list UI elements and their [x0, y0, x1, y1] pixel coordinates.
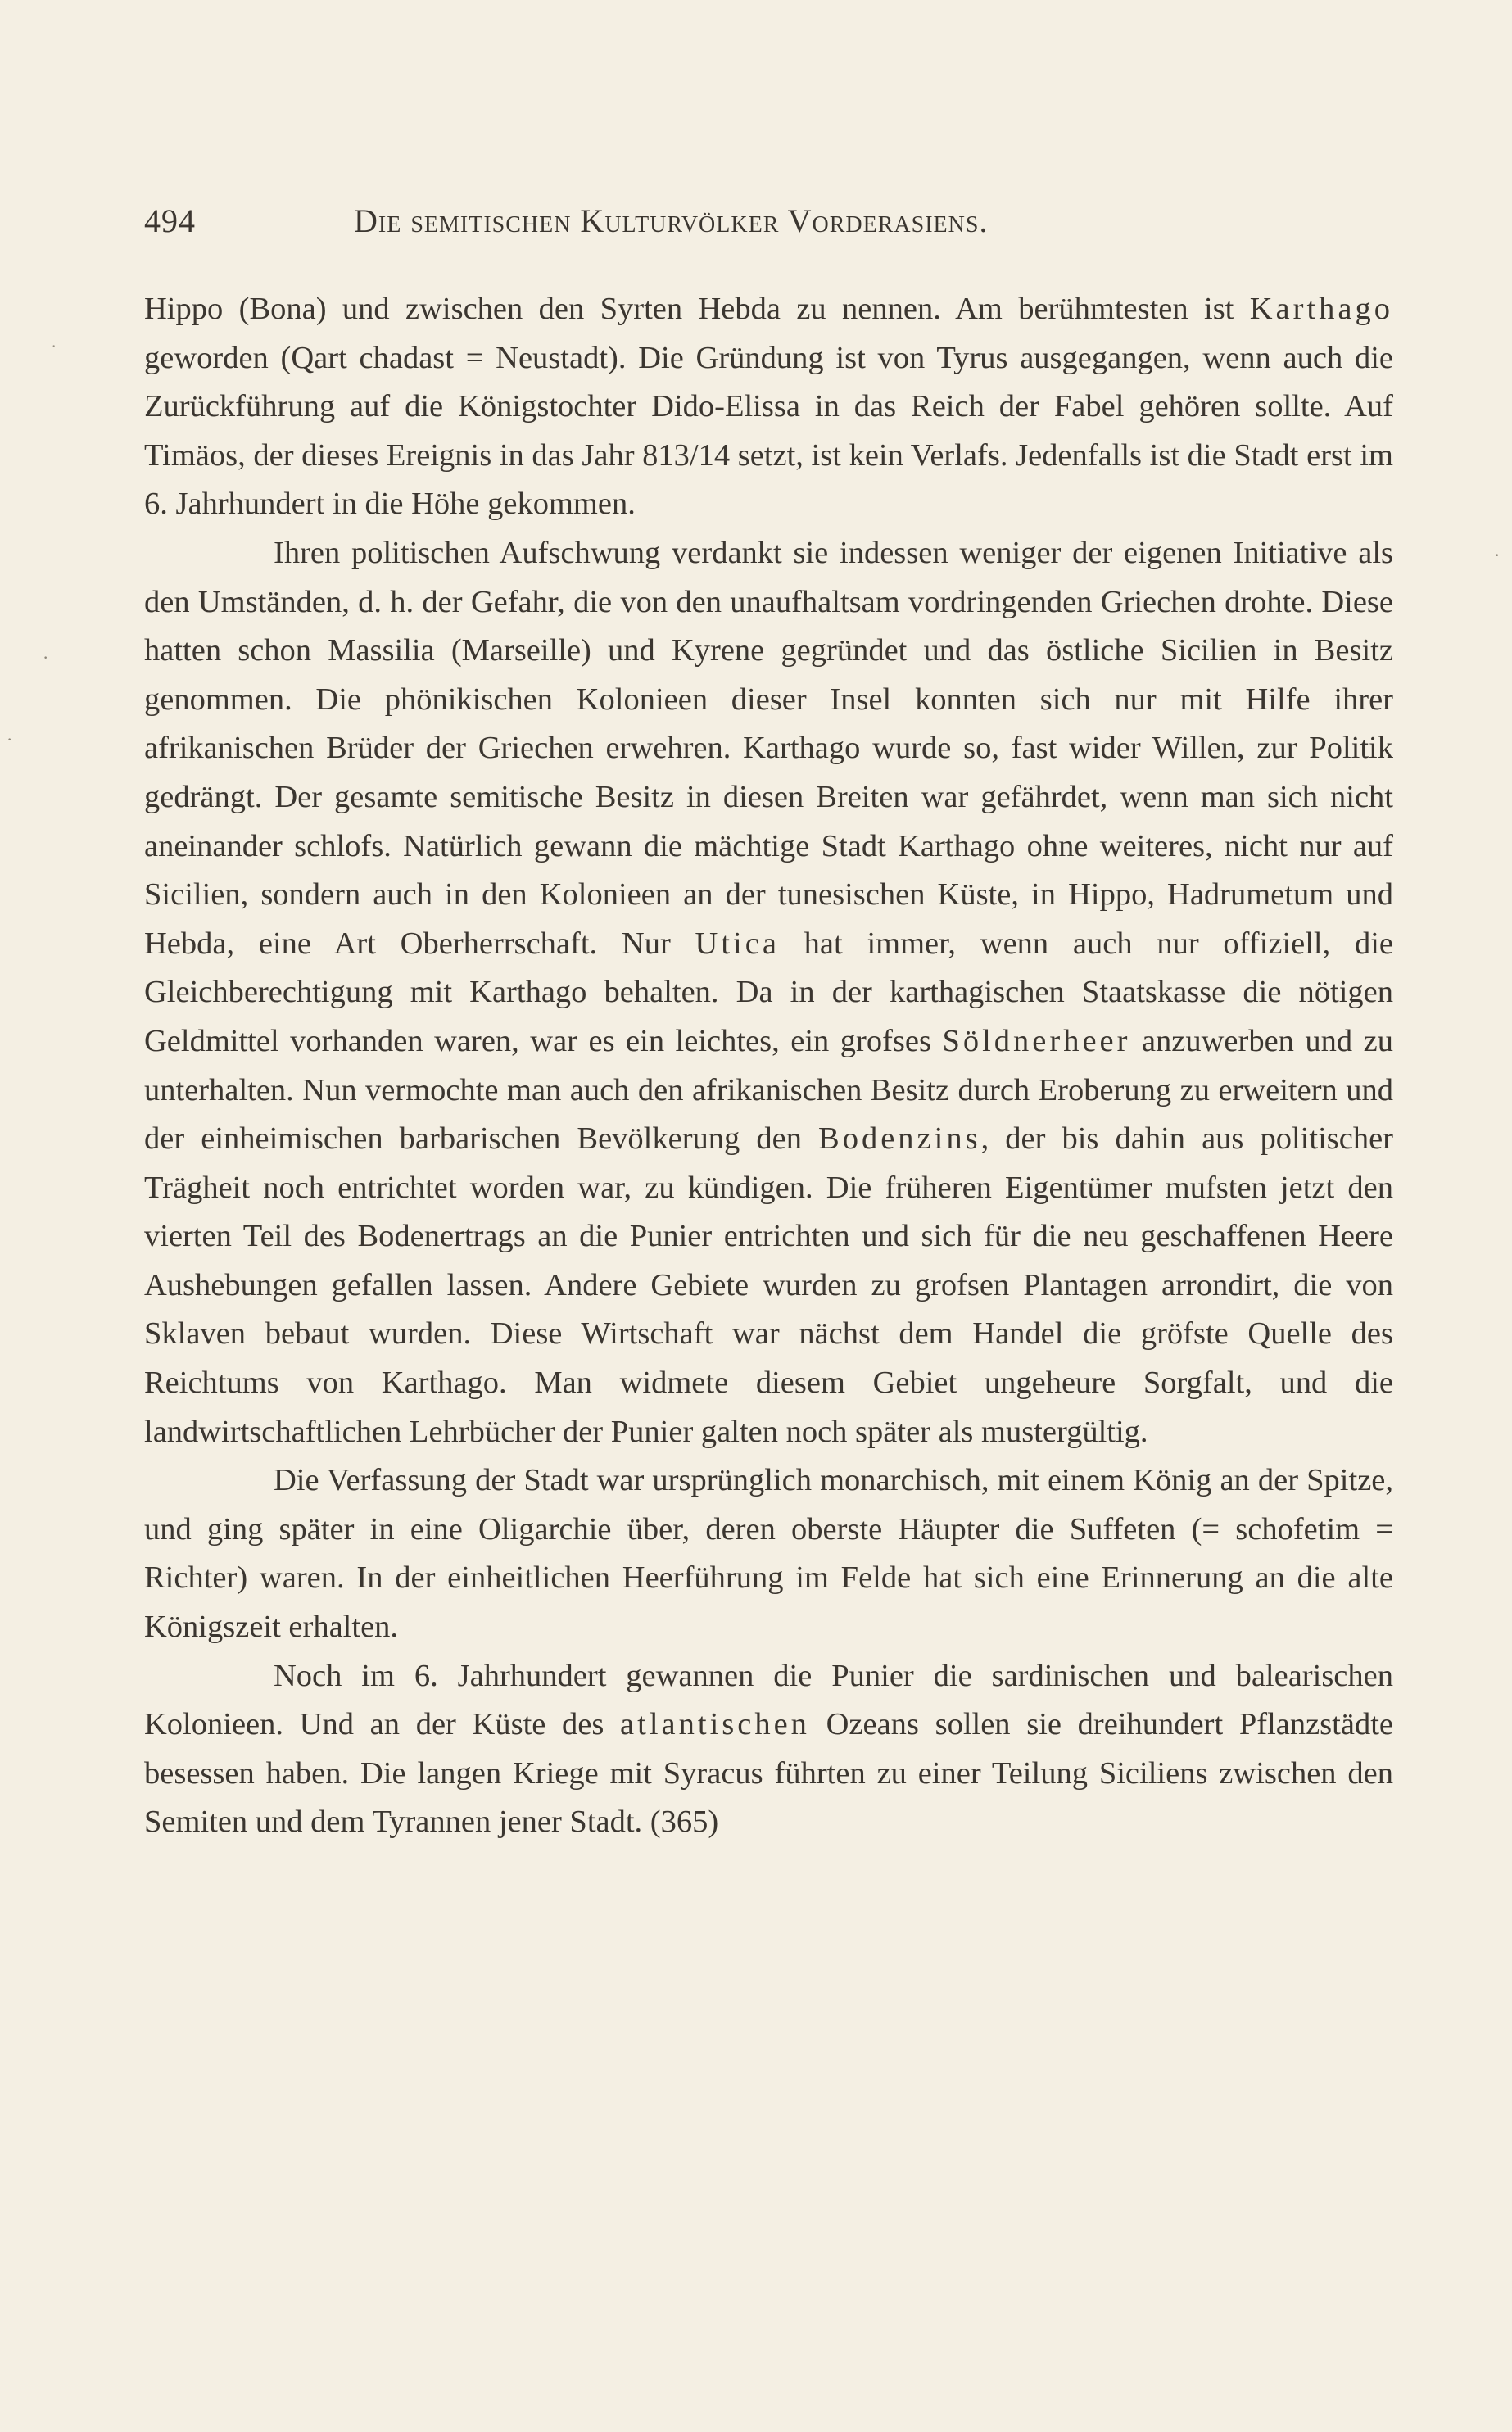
running-title: Die semitischen Kulturvölker Vorderasiens. — [354, 202, 989, 239]
spaced-emphasis: Söldnerheer — [942, 1023, 1131, 1058]
margin-speck: · — [43, 647, 49, 668]
paragraph-1 — [144, 285, 1393, 529]
text-run: Ihren politischen Aufschwung verdankt sie indessen weniger der eigenen Initiative als den Umständen, d. h. der Gefahr, die von den unaufhaltsam vordringenden Griechen drohte. Diese hatten schon Massilia (Marseille) und Kyrene gegründet und das östliche Sicilien in Besitz genommen. Die phönikischen Kolonieen dieser Insel konnten sich nur mit Hilfe ihrer afrikanischen Brüder der Griechen erwehren. Karthago wurde so, fast wider Willen, zur Politik gedrängt. Der gesamte semitische Besitz in diesen Breiten war gefährdet, wenn man sich nicht aneinander schlofs. Natürlich gewann die mächtige Stadt Karthago ohne weiteres, nicht nur auf Sicilien, sondern auch in den Kolonieen an der tunesischen Küste, in Hippo, Hadrumetum und Hebda, eine Art Oberherrschaft. Nur — [144, 535, 1393, 961]
page-number: 494 — [144, 202, 196, 239]
paragraph-2 — [144, 529, 1393, 1456]
text-run: geworden (Qart chadast = Neustadt). Die Gründung ist von Tyrus ausgegangen, wenn auch die Zurückführung auf die Königstochter Dido-Elissa in das Reich der Fabel gehören sollte. Auf Timäos, der dieses Ereignis in das Jahr 813/14 setzt, ist kein Verlafs. Jedenfalls ist die Stadt erst im 6. Jahrhundert in die Höhe gekommen. — [144, 340, 1393, 522]
text-run: , der bis dahin aus politischer Trägheit noch entrichtet worden war, zu kündigen. Die früheren Eigentümer mufsten jetzt den vierten Teil des Bodenertrags an die Punier entrichten und sich für die neu geschaffenen Heere Aushebungen gefallen lassen. Andere Gebiete wurden zu grofsen Plantagen arrondirt, die von Sklaven bebaut wurden. Diese Wirtschaft war nächst dem Handel die gröfste Quelle des Reichtums von Karthago. Man widmete diesem Gebiet ungeheure Sorgfalt, und die landwirtschaftlichen Lehrbücher der Punier galten noch später als mustergültig. — [144, 1121, 1393, 1449]
text-run: hat immer, wenn auch nur offiziell, die Gleichberechtigung mit Karthago behalten. Da in der karthagischen Staatskasse die nötigen Geldmittel vorhanden waren, war es ein leichtes, ein grofses — [144, 926, 1393, 1058]
text-run: anzuwerben und zu unterhalten. Nun vermochte man auch den afrikanischen Besitz durch Eroberung zu erweitern und der einheimischen barbarischen Bevölkerung den — [144, 1023, 1393, 1157]
spaced-emphasis: Bodenzins — [818, 1121, 981, 1157]
spaced-emphasis: Utica — [695, 926, 780, 961]
margin-speck: · — [7, 729, 13, 750]
text-run: Hippo (Bona) und zwischen den Syrten Hebda zu nennen. Am berühmtesten ist — [144, 292, 1250, 326]
text-run: Ozeans sollen sie dreihundert Pflanzstädte besessen haben. Die langen Kriege mit Syracus führten zu einer Teilung Siciliens zwischen den Semiten und dem Tyrannen jener Stadt. (365) — [144, 1707, 1393, 1840]
spaced-emphasis: atlantischen — [620, 1707, 810, 1742]
text-run: Die Verfassung der Stadt war ursprünglich monarchisch, mit einem König an der Spitze, und ging später in eine Oligarchie über, deren oberste Häupter die Suffeten (= schofetim = Richter) waren. In der einheitlichen Heerführung im Felde hat sich eine Erinnerung an die alte Königszeit erhalten. — [144, 1463, 1393, 1645]
body-text — [144, 285, 1393, 1847]
margin-speck: · — [1494, 545, 1501, 565]
text-run: Noch im 6. Jahrhundert gewannen die Punier die sardinischen und balearischen Kolonieen. Und an der Küste des — [144, 1658, 1393, 1742]
paragraph-3 — [144, 1456, 1393, 1651]
paragraph-4 — [144, 1652, 1393, 1847]
page-header — [144, 202, 1180, 251]
margin-speck: · — [51, 336, 57, 356]
spaced-emphasis: Karthago — [1249, 292, 1393, 326]
